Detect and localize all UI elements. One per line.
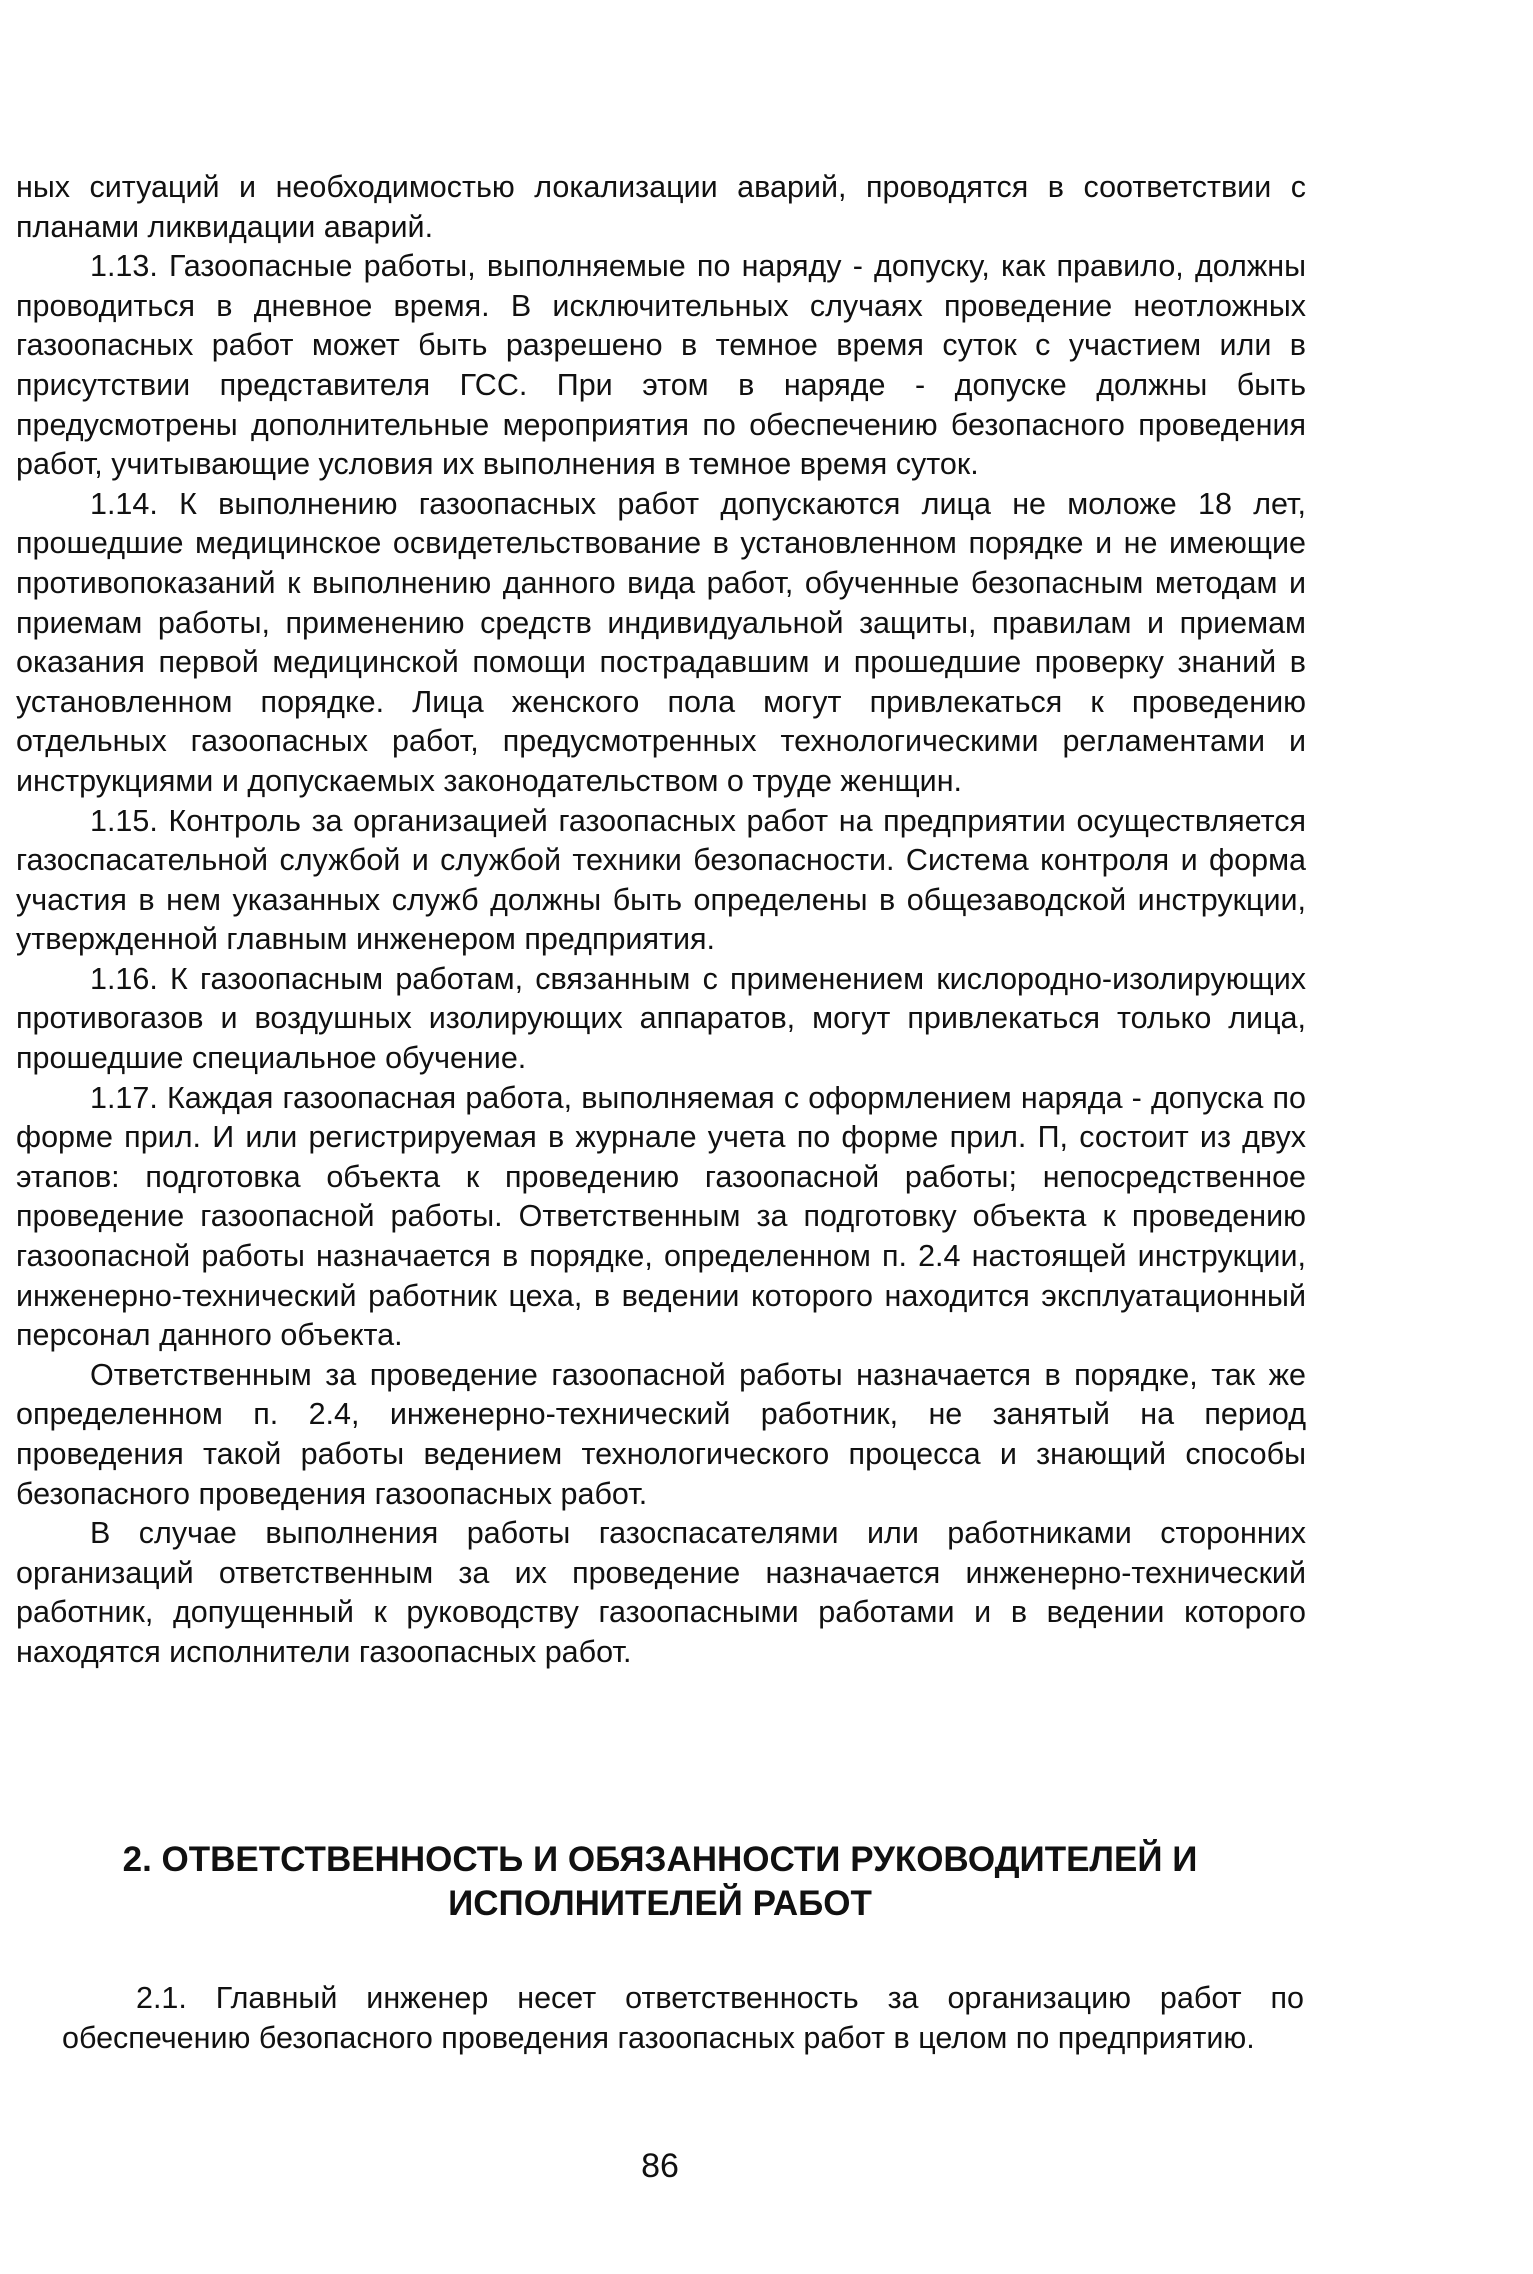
page-number: 86 [641,2147,679,2185]
paragraph-1-14: 1.14. К выполнению газоопасных работ допускаются лица не моложе 18 лет, прошедшие медицинское освидетельствование в установленном порядке и не имеющие противопоказаний к выполнению данного вида работ, обученные безопасным методам и приемам работы, применению средств индивидуальной защиты, правилам и приемам оказания первой медицинской помощи пострадавшим и прошедшие проверку знаний в установленном порядке. Лица женского пола могут привлекаться к проведению отдельных газоопасных работ, предусмотренных технологическими регламентами и инструкциями и допускаемых законодательством о труде женщин. [16,486,1306,798]
body-text [16,168,1306,1673]
paragraph-2-1: 2.1. Главный инженер несет ответственность за организацию работ по обеспечению безопасного проведения газоопасных работ в целом по предприятию. [62,1981,1304,2055]
paragraph-rescuers: В случае выполнения работы газоспасателями или работниками сторонних организаций ответственным за их проведение назначается инженерно-технический работник, допущенный к руководству газоопасными работами и в ведении которого находятся исполнители газоопасных работ. [16,1516,1306,1669]
section-body [62,1979,1304,2058]
paragraph-1-16: 1.16. К газоопасным работам, связанным с применением кислородно-изолирующих противогазов и воздушных изолирующих аппаратов, могут привлекаться только лица, прошедшие специальное обучение. [16,961,1306,1076]
section-heading: 2. ОТВЕТСТВЕННОСТЬ И ОБЯЗАННОСТИ РУКОВОДИТЕЛЕЙ И ИСПОЛНИТЕЛЕЙ РАБОТ [122,1840,1198,1923]
paragraph-1-17: 1.17. Каждая газоопасная работа, выполняемая с оформлением наряда - допуска по форме прил. И или регистрируемая в журнале учета по форме прил. П, состоит из двух этапов: подготовка объекта к проведению газоопасной работы; непосредственное проведение газоопасной работы. Ответственным за подготовку объекта к проведению газоопасной работы назначается в порядке, определенном п. 2.4 настоящей инструкции, инженерно-технический работник цеха, в ведении которого находится эксплуатационный персонал данного объекта. [16,1080,1306,1353]
paragraph-1-13: 1.13. Газоопасные работы, выполняемые по наряду - допуску, как правило, должны проводиться в дневное время. В исключительных случаях проведение неотложных газоопасных работ может быть разрешено в темное время суток с участием или в присутствии представителя ГСС. При этом в наряде - допуске должны быть предусмотрены дополнительные мероприятия по обеспечению безопасного проведения работ, учитывающие условия их выполнения в темное время суток. [16,249,1306,482]
paragraph-1-15: 1.15. Контроль за организацией газоопасных работ на предприятии осуществляется газоспасательной службой и службой техники безопасности. Система контроля и форма участия в нем указанных служб должны быть определены в общезаводской инструкции, утвержденной главным инженером предприятия. [16,803,1306,957]
paragraph-continuation: ных ситуаций и необходимостью локализации аварий, проводятся в соответствии с планами ликвидации аварий. [16,170,1306,244]
paragraph-responsible: Ответственным за проведение газоопасной работы назначается в порядке, так же определенном п. 2.4, инженерно-технический работник, не занятый на период проведения такой работы ведением технологического процесса и знающий способы безопасного проведения газоопасных работ. [16,1357,1306,1511]
